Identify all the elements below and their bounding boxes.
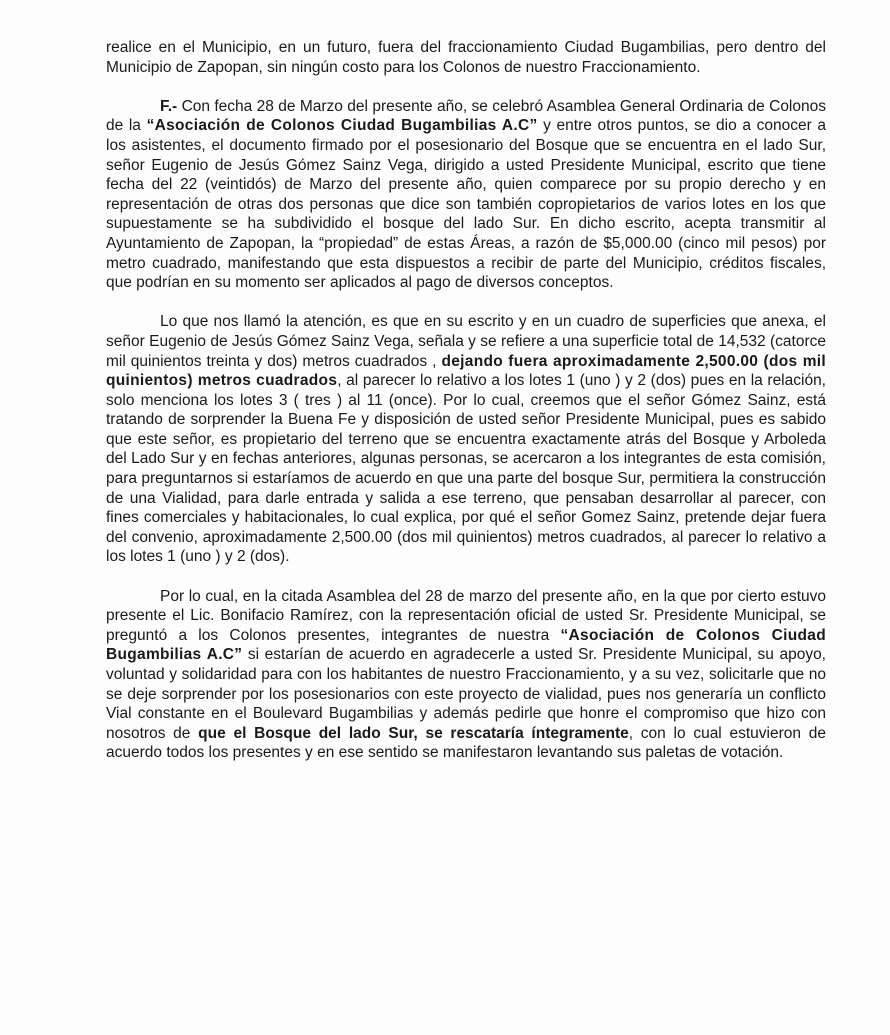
- paragraph-text: Lo que nos llamó la atención, es que en su escrito y en un cuadro de superficies que anexa, el señor Eugenio de Jesús Gómez Sainz Vega, señala y se refiere a una superficie total de 14,532 (catorce mil quinientos treinta y dos) metros cuadrados ,: [106, 313, 826, 370]
- paragraph-text: , con lo cual estuvieron de acuerdo todos los presentes y en ese sentido se manifestaron levantando sus paletas de votación.: [106, 724, 826, 762]
- paragraph-f: [106, 97, 826, 293]
- emphasis-text: dejando fuera aproximadamente 2,500.00 (dos mil quinientos) metros cuadrados: [106, 352, 826, 390]
- paragraph-text: si estarían de acuerdo en agradecerle a usted Sr. Presidente Municipal, su apoyo, voluntad y solidaridad para con los habitantes de nuestro Fraccionamiento, y a su vez, solicitarle que no se deje sorprender por los posesionarios con este proyecto de vialidad, pues nos generaría un conflicto Vial constante en el Boulevard Bugambilias y además pedirle que honre el compromiso que hizo con nosotros de: [106, 646, 826, 742]
- paragraph-text: realice en el Municipio, en un futuro, fuera del fraccionamiento Ciudad Bugambilias, pero dentro del Municipio de Zapopan, sin ningún costo para los Colonos de nuestro Fraccionamiento.: [106, 39, 826, 76]
- paragraph-text: Con fecha 28 de Marzo del presente año, se celebró Asamblea General Ordinaria de Colonos de la: [106, 97, 826, 135]
- paragraph-text: Por lo cual, en la citada Asamblea del 28 de marzo del presente año, en la que por cierto estuvo presente el Lic. Bonifacio Ramírez, con la representación oficial de usted Sr. Presidente Municipal, se preguntó a los Colonos presentes, integrantes de nuestra: [106, 587, 826, 644]
- paragraph-text: y entre otros puntos, se dio a conocer a los asistentes, el documento firmado por el posesionario del Bosque que se encuentra en el lado Sur, señor Eugenio de Jesús Gómez Sainz Vega, dirigido a usted Presidente Municipal, escrito que tiene fecha del 22 (veintidós) de Marzo del presente año, quien comparece por su propio derecho y en representación de otras dos personas que dice son también copropietarios de varios lotes en los que supuestamente se ha subdividido el bosque del lado Sur. En dicho escrito, acepta transmitir al Ayuntamiento de Zapopan, la “propiedad” de estas Áreas, a razón de $5,000.00 (cinco mil pesos) por metro cuadrado, manifestando que esta dispuestos a recibir de parte del Municipio, créditos fiscales, que podrían en su momento ser aplicados al pago de diversos conceptos.: [106, 117, 826, 292]
- emphasis-text: que el Bosque del lado Sur, se rescataría íntegramente: [198, 724, 629, 742]
- paragraph-text: , al parecer lo relativo a los lotes 1 (uno ) y 2 (dos) pues en la relación, solo menciona los lotes 3 ( tres ) al 11 (once). Por lo cual, creemos que el señor Gómez Sainz, está tratando de sorprender la Buena Fe y disposición de usted señor Presidente Municipal, pues es sabido que este señor, es propietario del terreno que se encuentra exactamente atrás del Bosque y Arboleda del Lado Sur y en fechas anteriores, algunas personas, se acercaron a los integrantes de esta comisión, para preguntarnos si estaríamos de acuerdo en que una parte del bosque Sur, permitiera la construcción de una Vialidad, para darle entrada y salida a ese terreno, que pensaban desarrollar al parecer, con fines comerciales y habitacionales, lo cual explica, por qué el señor Gomez Sainz, pretende dejar fuera del convenio, aproximadamente 2,500.00 (dos mil quinientos) metros cuadrados, al parecer lo relativo a los lotes 1 (uno ) y 2 (dos).: [106, 372, 826, 566]
- association-name: “Asociación de Colonos Ciudad Bugambilias A.C”: [106, 626, 826, 664]
- association-name: “Asociación de Colonos Ciudad Bugambilias A.C”: [146, 117, 538, 135]
- paragraph-observation: [106, 312, 826, 567]
- paragraph-continuation: [106, 38, 826, 77]
- section-label: F.-: [160, 97, 178, 115]
- paragraph-assembly: [106, 587, 826, 763]
- document-page: [106, 38, 826, 783]
